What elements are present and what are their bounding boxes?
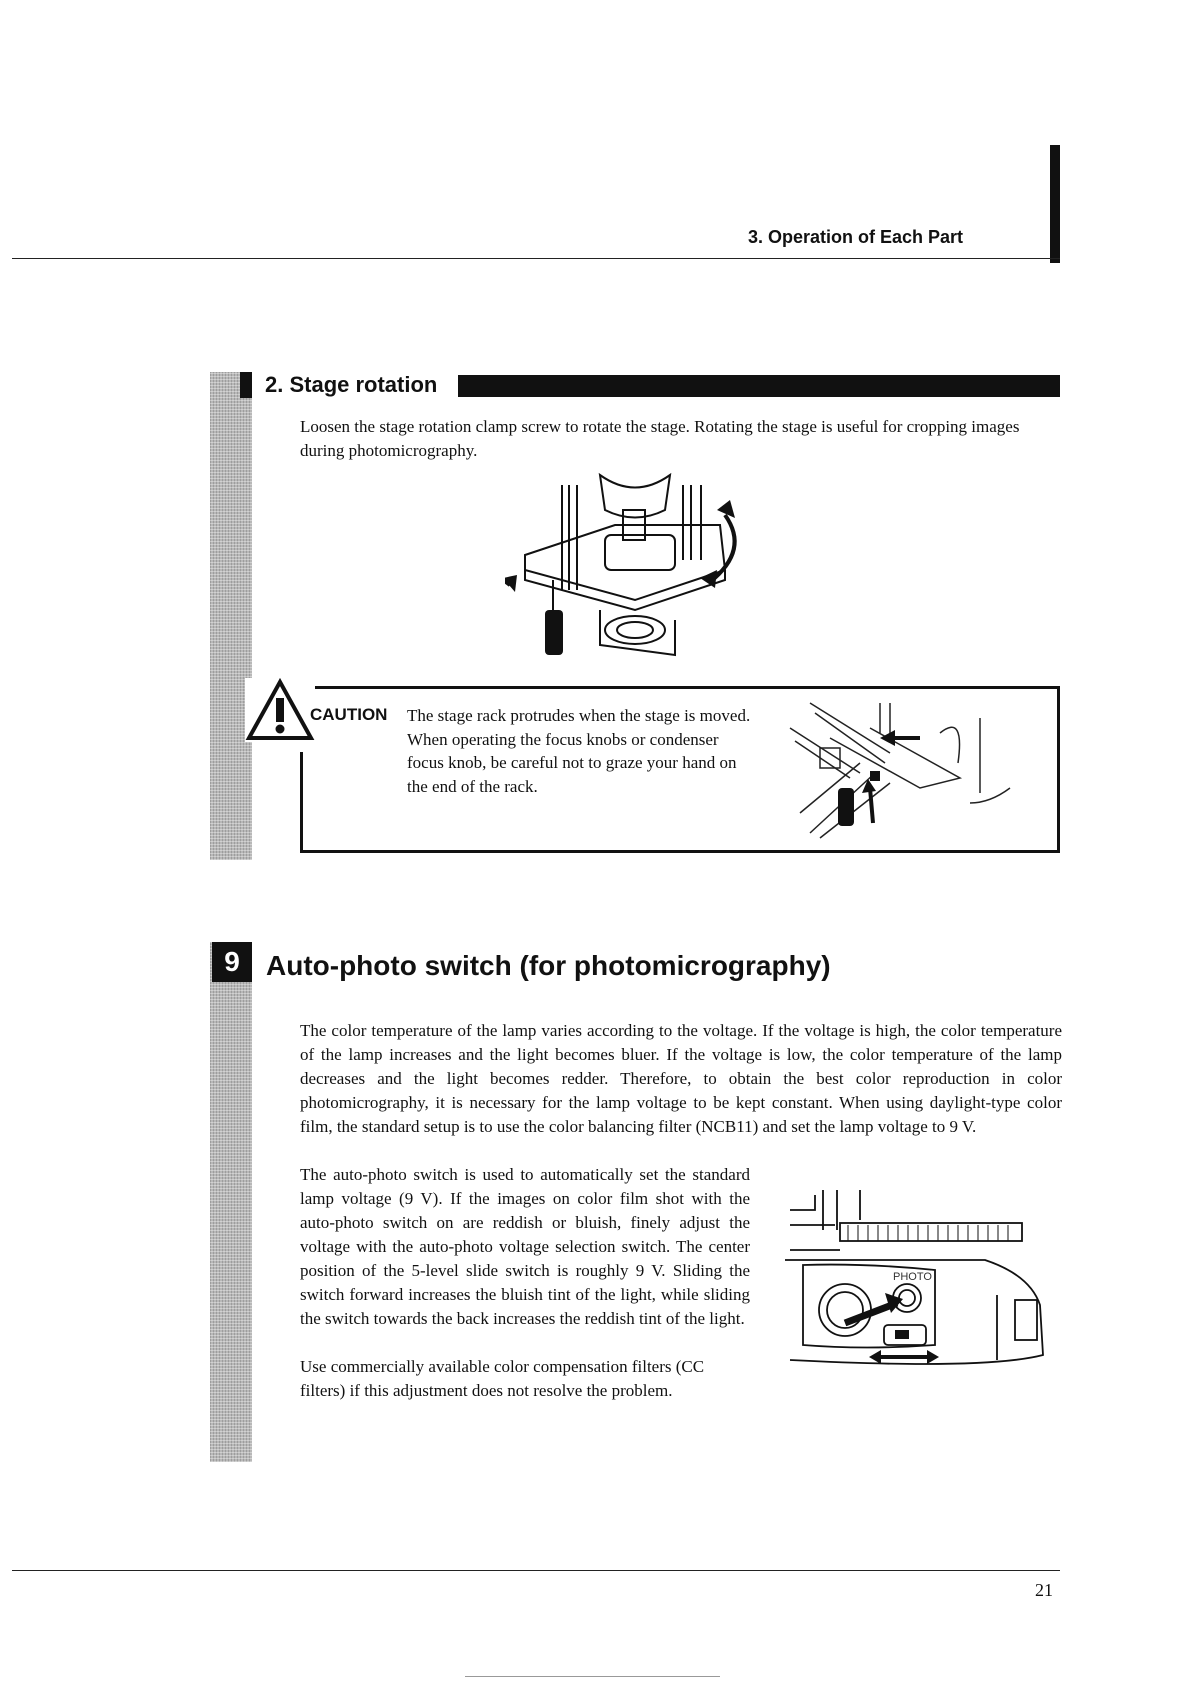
heading-bar <box>458 375 1060 397</box>
stage-rotation-heading: 2. Stage rotation <box>265 372 438 397</box>
section-marker <box>240 372 252 398</box>
auto-photo-paragraph-2: The auto-photo switch is used to automatically set the standard lamp voltage (9 V). If the images on color film shot with the auto-photo switch on are reddish or bluish, finely adjust the voltage with the auto-photo voltage selection switch. The center position of the 5-level slide switch is roughly 9 V. Sliding the switch forward increases the bluish tint of the light, while sliding the switch towards the back increases the reddish tint of the light. <box>300 1165 750 1328</box>
caution-text: The stage rack protrudes when the stage is moved. When operating the focus knobs or condenser focus knob, be careful not to graze your hand on the end of the rack. <box>407 706 751 796</box>
caution-label: CAUTION <box>310 705 388 724</box>
warning-triangle-icon <box>245 678 315 742</box>
page-number: 21 <box>1035 1580 1053 1600</box>
scan-edge-mark <box>465 1676 720 1677</box>
caution-box-left-rule <box>300 752 303 853</box>
auto-photo-paragraph-3: Use commercially available color compensation filters (CC filters) if this adjustment does not resolve the problem. <box>300 1357 705 1400</box>
footer-rule <box>12 1570 1060 1571</box>
photo-switch-label: PHOTO <box>893 1271 932 1283</box>
section-side-band <box>210 372 252 860</box>
stage-rack-illustration <box>780 693 1030 843</box>
auto-photo-switch-illustration <box>785 1185 1060 1370</box>
header-rule <box>12 258 1060 259</box>
running-header: 3. Operation of Each Part <box>747 227 963 247</box>
section-side-band <box>210 942 252 1462</box>
section-number-badge: 9 <box>212 942 252 982</box>
stage-rotation-text: Loosen the stage rotation clamp screw to rotate the stage. Rotating the stage is useful for cropping images during photomicrography. <box>300 417 1020 460</box>
auto-photo-heading: Auto-photo switch (for photomicrography) <box>266 950 831 981</box>
header-tab-bar <box>1050 145 1060 263</box>
stage-rotation-illustration <box>505 470 805 670</box>
auto-photo-paragraph-1: The color temperature of the lamp varies according to the voltage. If the voltage is high, the color temperature of the lamp increases and the light becomes bluer. If the voltage is low, the color temperature of the lamp decreases and the light becomes redder. Therefore, to obtain the best color reproduction in color photomicrography, it is necessary for the lamp voltage to be kept constant. When using daylight-type color film, the standard setup is to use the color balancing filter (NCB11) and set the lamp voltage to 9 V. <box>300 1021 1062 1136</box>
